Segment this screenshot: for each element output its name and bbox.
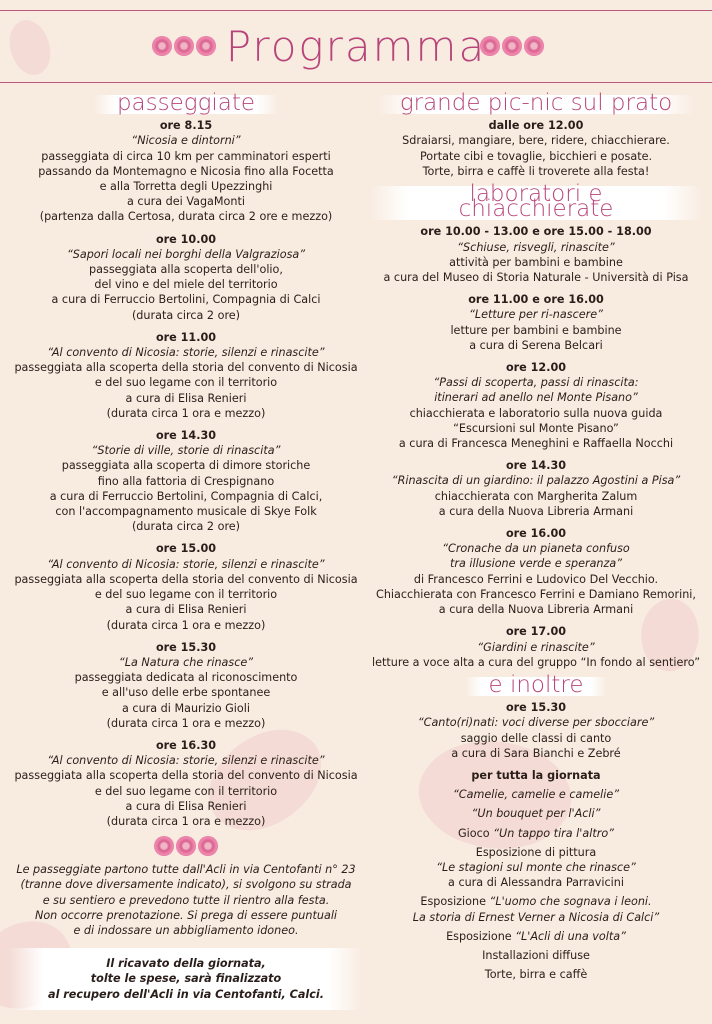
all-day-heading: per tutta la giornata (471, 768, 601, 782)
event-line: “Escursioni sul Monte Pisano” (453, 421, 619, 435)
event-line: con l'accompagnamento musicale di Skye Folk (55, 505, 317, 519)
event-line: letture per bambini e bambine (450, 323, 622, 337)
title-rule-top (0, 10, 712, 11)
event-block (368, 360, 704, 451)
item-italic: “Le stagioni sul monte che rinasce” (436, 860, 636, 874)
item-italic: “Un bouquet per l'Acli” (471, 807, 601, 821)
event-block (368, 458, 704, 519)
section-heading-passeggiate: passeggiate (93, 95, 279, 114)
event-title: “Nicosia e dintorni” (131, 134, 241, 148)
event-line: attività per bambini e bambine (449, 255, 623, 269)
event-block (8, 118, 364, 224)
event-time: ore 14.30 (155, 429, 217, 443)
event-title: “Storie di ville, storie di rinascita” (91, 444, 281, 458)
event-line: a cura del Museo di Storia Naturale - Università di Pisa (383, 271, 689, 285)
event-line: di Francesco Ferrini e Ludovico Del Vecchio. (413, 572, 659, 586)
event-time: ore 10.00 (155, 232, 217, 246)
proceeds-notice (8, 948, 364, 1010)
event-line: a cura di Ferruccio Bertolini, Compagnia di Calci (51, 293, 321, 307)
walks-notes (8, 862, 364, 938)
event-line: fino alla fattoria di Crespignano (97, 474, 275, 488)
title-rule-bottom (0, 82, 712, 83)
right-column (368, 90, 704, 986)
labs-list (368, 224, 704, 669)
section-heading-inoltre: e inoltre (464, 677, 607, 696)
flower-icon (198, 836, 218, 856)
event-line: (durata circa 1 ora e mezzo) (106, 618, 266, 632)
section-heading-labs: laboratori e chiacchierate (368, 186, 704, 220)
item-plain: Esposizione (420, 895, 490, 909)
all-day-item (368, 826, 704, 841)
event-block (8, 738, 364, 829)
event-line: chiacchierata e laboratorio sulla nuova guida (409, 406, 663, 420)
item-italic: “L'uomo che sognava i leoni. (489, 895, 652, 909)
page-title: Programma (225, 22, 487, 71)
event-title: “Rinascita di un giardino: il palazzo Agostini a Pisa” (391, 474, 681, 488)
event-line: passeggiata dedicata al riconoscimento (74, 671, 298, 685)
event-line: (durata circa 1 ora e mezzo) (106, 406, 266, 420)
event-time: ore 16.00 (505, 527, 567, 541)
all-day-list (368, 787, 704, 982)
event-line: a cura della Nuova Libreria Armani (438, 603, 634, 617)
event-time: ore 10.00 - 13.00 e ore 15.00 - 18.00 (420, 225, 652, 239)
item-plain: Installazioni diffuse (482, 948, 590, 962)
note-line: (tranne dove diversamente indicato), si svolgono su strada (20, 878, 352, 892)
event-title: “La Natura che rinasce” (118, 655, 254, 669)
event-line: e del suo legame con il territorio (94, 784, 278, 798)
flower-icon (154, 836, 174, 856)
item-plain: Esposizione di pittura (475, 845, 597, 859)
all-day-item (368, 806, 704, 821)
event-line: e alla Torretta degli Upezzinghi (99, 180, 273, 194)
event-line: a cura di Elisa Renieri (125, 391, 247, 405)
event-title: “Al convento di Nicosia: storie, silenzi e rinascite” (47, 754, 325, 768)
event-title: “Al convento di Nicosia: storie, silenzi e rinascite” (47, 346, 325, 360)
event-line: (partenza dalla Certosa, durata circa 2 ore e mezzo) (39, 210, 333, 224)
event-line: (durata circa 1 ora e mezzo) (106, 716, 266, 730)
event-line: a cura di Ferruccio Bertolini, Compagnia di Calci, (49, 489, 323, 503)
all-day-item (368, 948, 704, 963)
event-time: ore 14.30 (505, 459, 567, 473)
event-time: ore 16.30 (155, 738, 217, 752)
all-day-item (368, 845, 704, 891)
event-title: “Letture per ri-nascere” (469, 308, 603, 322)
event-block (8, 232, 364, 323)
event-line: passeggiata alla scoperta della storia del convento di Nicosia (14, 572, 358, 586)
picnic-block (368, 118, 704, 179)
event-line: a cura della Nuova Libreria Armani (438, 504, 634, 518)
item-italic: “L'Acli di una volta” (515, 929, 626, 943)
event-line: (durata circa 2 ore) (131, 520, 241, 534)
event-line: (durata circa 1 ora e mezzo) (106, 814, 266, 828)
item-plain: a cura di Alessandra Parravicini (448, 876, 624, 890)
note-line: e di indossare un abbigliamento idoneo. (73, 923, 299, 937)
event-line: Torte, birra e caffè li troverete alla festa! (422, 164, 650, 178)
event-line: chiacchierata con Margherita Zalum (434, 489, 638, 503)
event-line: a cura di Maurizio Gioli (122, 701, 250, 715)
event-time: ore 12.00 (505, 361, 567, 375)
event-line: a cura di Elisa Renieri (125, 603, 247, 617)
item-line (368, 894, 704, 909)
event-title: “Canto(ri)nati: voci diverse per sbocciare” (417, 716, 655, 730)
flower-icons-divider (8, 836, 364, 856)
item-line (368, 826, 704, 841)
event-time: ore 15.30 (155, 640, 217, 654)
item-italic: “Camelie, camelie e camelie” (452, 788, 620, 802)
event-time: ore 17.00 (505, 625, 567, 639)
event-line: saggio delle classi di canto (460, 731, 612, 745)
event-line: Portate cibi e tovaglie, bicchieri e posate. (419, 149, 653, 163)
event-line: e all'uso delle erbe spontanee (101, 686, 271, 700)
item-italic: La storia di Ernest Verner a Nicosia di Calci” (412, 910, 660, 924)
walks-list (8, 118, 364, 829)
all-day-item (368, 894, 704, 924)
event-line: a cura di Serena Belcari (469, 338, 603, 352)
flower-icon (176, 836, 196, 856)
event-title: “Schiuse, risvegli, rinascite” (457, 240, 615, 254)
event-title: “Cronache da un pianeta confuso (442, 542, 630, 556)
event-line: passeggiata alla scoperta di dimore storiche (61, 459, 311, 473)
event-line: passeggiata di circa 10 km per camminatori esperti (41, 149, 331, 163)
all-day-item (368, 787, 704, 802)
item-italic: “Un tappo tira l'altro” (493, 826, 614, 840)
event-block (368, 526, 704, 617)
event-block (368, 292, 704, 353)
event-line: a cura dei VagaMonti (127, 195, 245, 209)
event-block (8, 541, 364, 632)
event-time: ore 8.15 (159, 119, 213, 133)
event-line: a cura di Elisa Renieri (125, 799, 247, 813)
event-title: tra illusione verde e speranza” (449, 557, 623, 571)
inoltre-block (368, 700, 704, 761)
event-line: a cura di Francesca Meneghini e Raffaella Nocchi (398, 437, 674, 451)
event-line: (durata circa 2 ore) (131, 308, 241, 322)
section-heading-picnic: grande pic-nic sul prato (376, 95, 696, 114)
item-plain: Torte, birra e caffè (484, 968, 588, 982)
event-line: letture a voce alta a cura del gruppo “In fondo al sentiero” (372, 655, 700, 669)
event-line: passeggiata alla scoperta della storia del convento di Nicosia (14, 361, 358, 375)
notice-line: al recupero dell'Acli in via Centofanti, Calci. (48, 987, 324, 1001)
event-line: e del suo legame con il territorio (94, 376, 278, 390)
note-line: e su sentiero e prevedono tutte il rientro alla festa. (42, 893, 330, 907)
item-line (368, 929, 704, 944)
note-line: Non occorre prenotazione. Si prega di essere puntuali (34, 908, 338, 922)
all-day-item (368, 967, 704, 982)
notice-line: tolte le spese, sarà finalizzato (90, 972, 282, 986)
event-time: dalle ore 12.00 (488, 119, 584, 133)
event-block (368, 624, 704, 670)
item-plain: Esposizione (446, 929, 516, 943)
event-line: passeggiata alla scoperta dell'olio, (89, 263, 283, 277)
event-title: “Passi di scoperta, passi di rinascita: (433, 376, 639, 390)
notice-line: Il ricavato della giornata, (106, 957, 266, 971)
event-title: “Sapori locali nei borghi della Valgraziosa” (66, 247, 306, 261)
event-line: Chiacchierata con Francesco Ferrini e Damiano Remorini, (376, 587, 696, 601)
note-line: Le passeggiate partono tutte dall'Acli in via Centofanti n° 23 (16, 863, 356, 877)
event-block (8, 640, 364, 731)
event-line: passando da Montemagno e Nicosia fino alla Focetta (38, 164, 334, 178)
item-plain: Gioco (458, 826, 494, 840)
event-line: passeggiata alla scoperta della storia del convento di Nicosia (14, 769, 358, 783)
event-time: ore 15.00 (155, 542, 217, 556)
event-title: “Al convento di Nicosia: storie, silenzi e rinascite” (47, 557, 325, 571)
event-line: e del suo legame con il territorio (94, 588, 278, 602)
event-title: “Giardini e rinascite” (477, 640, 595, 654)
event-line: del vino e del miele del territorio (94, 278, 278, 292)
event-time: ore 11.00 (155, 330, 217, 344)
event-time: ore 11.00 e ore 16.00 (468, 293, 604, 307)
all-day-item (368, 929, 704, 944)
event-time: ore 15.30 (505, 701, 567, 715)
event-block (8, 330, 364, 421)
event-line: a cura di Sara Bianchi e Zebré (451, 746, 621, 760)
left-column (8, 90, 364, 1010)
event-block (8, 428, 364, 534)
event-title: itinerari ad anello nel Monte Pisano” (434, 391, 638, 405)
event-line: Sdraiarsi, mangiare, bere, ridere, chiacchierare. (402, 134, 670, 148)
event-block (368, 224, 704, 285)
